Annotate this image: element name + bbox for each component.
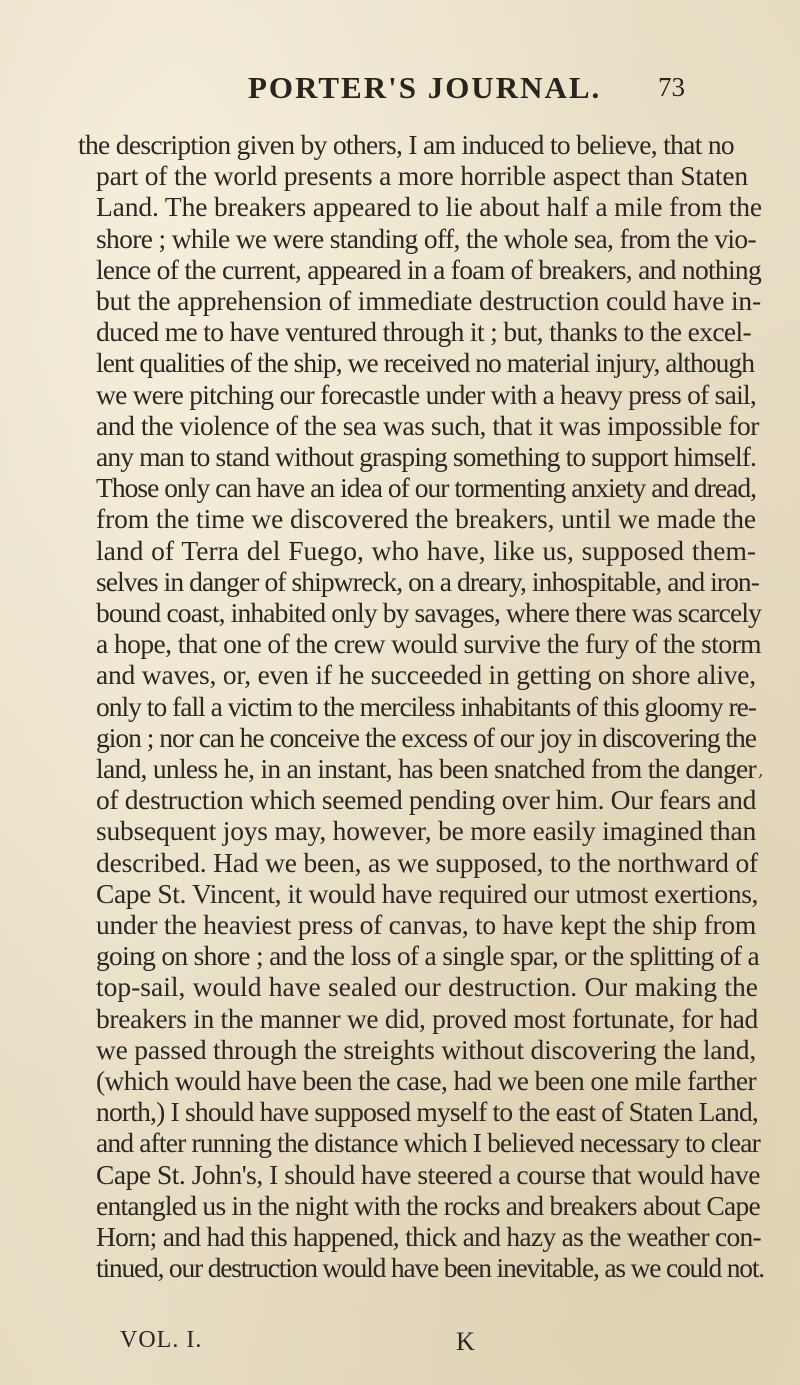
text-line: subsequent joys may, however, be more easily imagined than: [96, 815, 756, 846]
text-line: part of the world presents a more horrible aspect than Staten: [96, 160, 748, 191]
text-line: tinued, our destruction would have been inevitable, as we could not.: [96, 1252, 764, 1283]
text-line: land of Terra del Fuego, who have, like us, supposed them-: [96, 535, 756, 566]
volume-signature: VOL. I.: [120, 1327, 203, 1353]
text-line: bound coast, inhabited only by savages, where there was scarcely: [96, 597, 761, 628]
text-line: we were pitching our forecastle under with a heavy press of sail,: [96, 379, 756, 410]
gathering-signature-mark: K: [456, 1327, 475, 1356]
text-line: a hope, that one of the crew would survive the fury of the storm: [96, 628, 761, 659]
text-line: lent qualities of the ship, we received no material injury, although: [96, 347, 754, 378]
page-number: 73: [658, 72, 685, 102]
text-line: under the heaviest press of canvas, to have kept the ship from: [96, 909, 756, 940]
text-line: the description given by others, I am induced to believe, that no: [78, 129, 734, 160]
text-line: shore ; while we were standing off, the whole sea, from the vio-: [96, 223, 756, 254]
text-line: we passed through the streights without discovering the land,: [96, 1034, 756, 1065]
text-line: entangled us in the night with the rocks and breakers about Cape: [96, 1190, 760, 1221]
text-line: lence of the current, appeared in a foam of breakers, and nothing: [96, 254, 761, 285]
text-line: breakers in the manner we did, proved most fortunate, for had: [96, 1003, 758, 1034]
text-line: duced me to have ventured through it ; but, thanks to the excel-: [96, 316, 751, 347]
margin-mark: ,: [758, 760, 764, 781]
text-line: Cape St. John's, I should have steered a course that would have: [96, 1159, 760, 1190]
running-head-title: PORTER'S JOURNAL.: [248, 70, 602, 105]
text-line: and the violence of the sea was such, that it was impossible for: [96, 410, 759, 441]
text-line: top-sail, would have sealed our destruction. Our making the: [96, 971, 758, 1002]
text-line: only to fall a victim to the merciless inhabitants of this gloomy re-: [96, 691, 756, 722]
running-head: [0, 70, 800, 110]
text-line: and after running the distance which I believed necessary to clear: [96, 1127, 760, 1158]
text-line: Those only can have an idea of our tormenting anxiety and dread,: [96, 472, 756, 503]
text-line: selves in danger of shipwreck, on a dreary, inhospitable, and iron-: [96, 566, 760, 597]
text-line: (which would have been the case, had we been one mile farther: [96, 1065, 756, 1096]
text-line: Land. The breakers appeared to lie about half a mile from the: [96, 191, 762, 222]
text-line: any man to stand without grasping something to support himself.: [96, 441, 756, 472]
text-line: north,) I should have supposed myself to the east of Staten Land,: [96, 1096, 758, 1127]
text-line: described. Had we been, as we supposed, to the northward of: [96, 847, 758, 878]
text-line: land, unless he, in an instant, has been snatched from the danger: [96, 753, 756, 784]
text-line: from the time we discovered the breakers, until we made the: [96, 503, 756, 534]
text-line: gion ; nor can he conceive the excess of our joy in discovering the: [96, 722, 756, 753]
text-line: of destruction which seemed pending over him. Our fears and: [96, 784, 756, 815]
text-line: Horn; and had this happened, thick and hazy as the weather con-: [96, 1221, 761, 1252]
text-line: but the apprehension of immediate destruction could have in-: [96, 285, 761, 316]
text-line: Cape St. Vincent, it would have required our utmost exertions,: [96, 878, 758, 909]
text-line: going on shore ; and the loss of a single spar, or the splitting of a: [96, 940, 759, 971]
text-line: and waves, or, even if he succeeded in getting on shore alive,: [96, 659, 756, 690]
